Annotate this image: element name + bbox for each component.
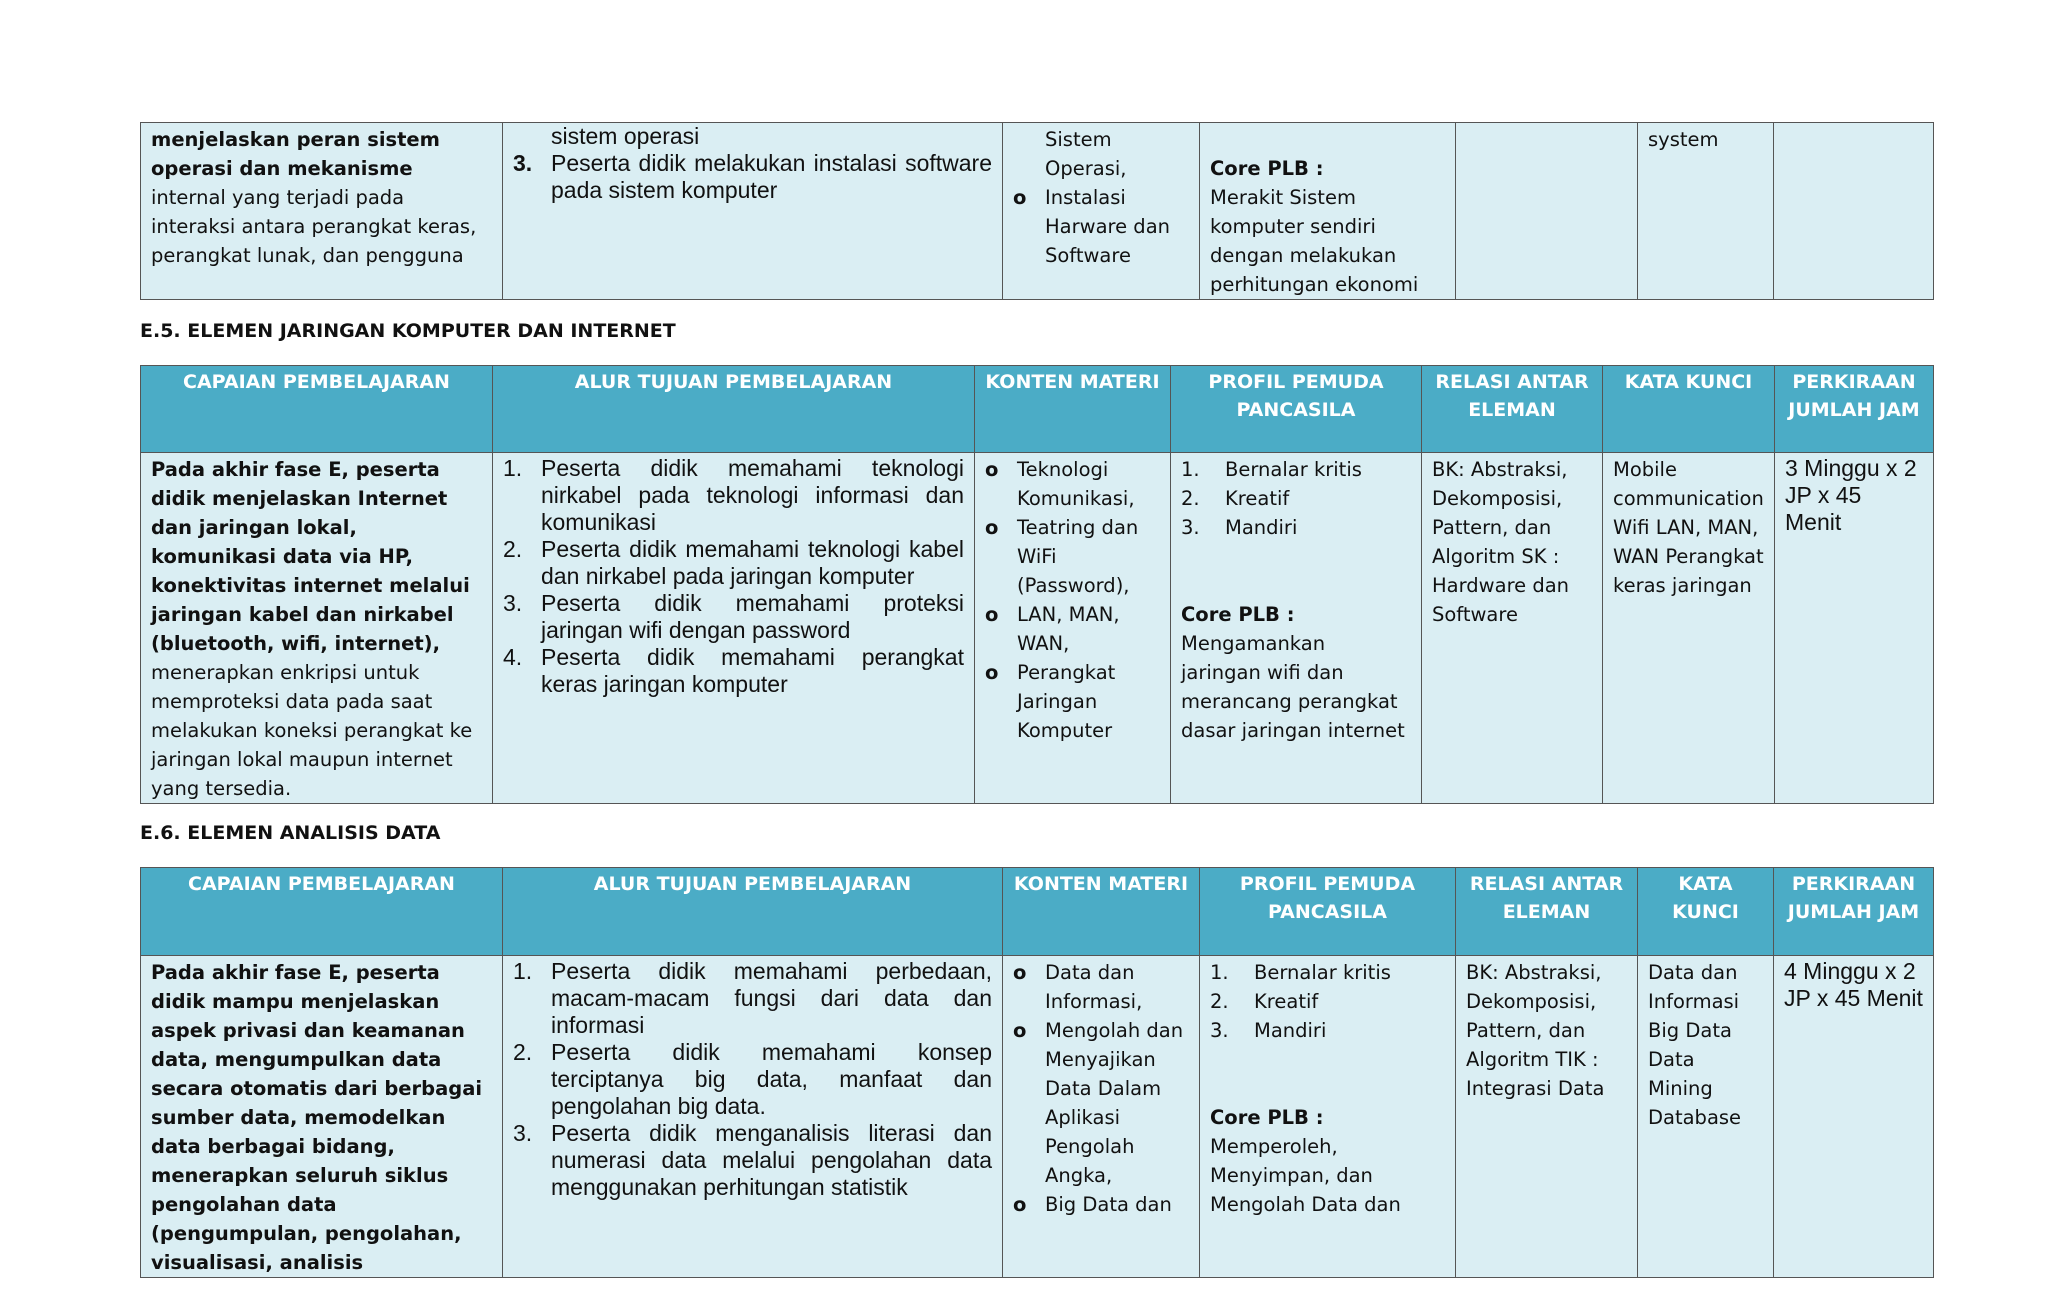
profil-item [1181, 484, 1411, 513]
header-jumlah-jam: PERKIRAAN JUMLAH JAM [1775, 366, 1934, 453]
konten-item [1013, 1190, 1189, 1219]
atp-item [513, 958, 992, 1039]
relasi-cell: BK: Abstraksi, Dekomposisi, Pattern, dan Algoritm SK : Hardware dan Software [1422, 453, 1603, 804]
konten-cell [975, 453, 1171, 804]
profil-item-number: 1. [1181, 458, 1200, 481]
cp-bold-text: Pada akhir fase E, peserta didik menjelaskan Internet dan jaringan lokal, komunikasi data via HP, konektivitas internet melalui jaringan kabel dan nirkabel (bluetooth, wifi, internet), [151, 458, 470, 655]
konten-item-text: Mengolah dan Menyajikan Data Dalam Aplikasi Pengolah Angka, [1045, 1019, 1184, 1187]
cp-cell [141, 453, 493, 804]
bullet-icon: o [1013, 961, 1027, 984]
header-kata-kunci: KATA KUNCI [1638, 868, 1774, 956]
konten-item [985, 600, 1160, 658]
profil-item-text: Bernalar kritis [1225, 458, 1362, 481]
profil-item [1210, 958, 1445, 987]
atp-list [513, 958, 992, 1201]
atp-item [513, 150, 992, 204]
table-e6 [140, 867, 1934, 1278]
profil-item-text: Kreatif [1254, 990, 1319, 1013]
atp-cell [503, 123, 1003, 300]
konten-item-text: Perangkat Jaringan Komputer [1017, 661, 1116, 742]
core-plb-text: Memperoleh, Menyimpan, dan Mengolah Data dan [1210, 1135, 1401, 1216]
konten-item [1013, 1016, 1189, 1190]
atp-item [513, 1039, 992, 1120]
konten-item-text: Teknologi Komunikasi, [1017, 458, 1135, 510]
atp-item-number: 3. [503, 590, 523, 616]
cp-text: menerapkan enkripsi untuk memproteksi data pada saat melakukan koneksi perangkat ke jaringan lokal maupun internet yang tersedia. [151, 661, 473, 800]
konten-item [1013, 183, 1189, 270]
atp-item-number: 3. [513, 1120, 533, 1146]
atp-item-text: Peserta didik memahami perangkat keras jaringan komputer [541, 644, 964, 697]
profil-cell [1200, 956, 1456, 1278]
header-konten: KONTEN MATERI [975, 366, 1171, 453]
bullet-icon: o [985, 516, 999, 539]
atp-cell [503, 956, 1003, 1278]
atp-item-number: 2. [513, 1039, 533, 1065]
cp-cell [141, 956, 503, 1278]
profil-cell [1200, 123, 1456, 300]
cp-text: internal yang terjadi pada interaksi antara perangkat keras, perangkat lunak, dan pengguna [151, 186, 477, 267]
atp-item-text: Peserta didik memahami teknologi nirkabel pada teknologi informasi dan komunikasi [541, 455, 964, 535]
profil-item-number: 3. [1210, 1019, 1229, 1042]
konten-item-text: LAN, MAN, WAN, [1017, 603, 1120, 655]
relasi-cell: BK: Abstraksi, Dekomposisi, Pattern, dan Algoritm TIK : Integrasi Data [1456, 956, 1638, 1278]
bullet-icon: o [985, 661, 999, 684]
header-relasi: RELASI ANTAR ELEMAN [1456, 868, 1638, 956]
atp-list [513, 150, 992, 204]
atp-item-number: 4. [503, 644, 523, 670]
atp-item-text: Peserta didik memahami perbedaan, macam-macam fungsi dari data dan informasi [551, 958, 992, 1038]
cp-cell [141, 123, 503, 300]
profil-item [1210, 987, 1445, 1016]
header-capaian: CAPAIAN PEMBELAJARAN [141, 868, 503, 956]
konten-item [985, 513, 1160, 600]
profil-item-number: 1. [1210, 961, 1229, 984]
profil-item-text: Bernalar kritis [1254, 961, 1391, 984]
konten-continuation: Sistem Operasi, [1045, 128, 1127, 180]
atp-item-text: Peserta didik melakukan instalasi software pada sistem komputer [551, 150, 992, 203]
profil-item-text: Kreatif [1225, 487, 1290, 510]
header-profil: PROFIL PEMUDA PANCASILA [1200, 868, 1456, 956]
profil-cell [1171, 453, 1422, 804]
atp-list [503, 455, 964, 698]
profil-list [1181, 455, 1411, 542]
konten-list [985, 455, 1160, 745]
konten-item-text: Data dan Informasi, [1045, 961, 1143, 1013]
core-plb-label: Core PLB : [1210, 157, 1324, 180]
core-plb-label: Core PLB : [1181, 603, 1295, 626]
atp-item-number: 3. [513, 150, 533, 176]
header-kata-kunci: KATA KUNCI [1603, 366, 1775, 453]
profil-item [1181, 513, 1411, 542]
section-title-e5: E.5. ELEMEN JARINGAN KOMPUTER DAN INTERNET [140, 320, 676, 342]
cp-bold-line: menjelaskan peran sistem [151, 128, 440, 151]
atp-item-text: Peserta didik menganalisis literasi dan numerasi data melalui pengolahan data menggunakan perhitungan statistik [551, 1120, 992, 1200]
profil-item-number: 2. [1181, 487, 1200, 510]
core-plb-label: Core PLB : [1210, 1106, 1324, 1129]
kata-kunci-cell: Data dan Informasi Big Data Data Mining Database [1638, 956, 1774, 1278]
header-jumlah-jam: PERKIRAAN JUMLAH JAM [1774, 868, 1934, 956]
kata-kunci-cell: Mobile communication Wifi LAN, MAN, WAN Perangkat keras jaringan [1603, 453, 1775, 804]
atp-cell [493, 453, 975, 804]
header-alur: ALUR TUJUAN PEMBELAJARAN [493, 366, 975, 453]
profil-item-text: Mandiri [1254, 1019, 1327, 1042]
atp-item-text: Peserta didik memahami konsep terciptanya big data, manfaat dan pengolahan big data. [551, 1039, 992, 1119]
header-capaian: CAPAIAN PEMBELAJARAN [141, 366, 493, 453]
kata-kunci-cell: system [1638, 123, 1774, 300]
profil-list [1210, 958, 1445, 1045]
header-relasi: RELASI ANTAR ELEMAN [1422, 366, 1603, 453]
header-alur: ALUR TUJUAN PEMBELAJARAN [503, 868, 1003, 956]
continued-table [140, 122, 1934, 300]
konten-list [1013, 183, 1189, 270]
cp-bold-text: Pada akhir fase E, peserta didik mampu menjelaskan aspek privasi dan keamanan data, mengumpulkan data secara otomatis dari berbagai sumber data, memodelkan data berbagai bidang, menerapkan seluruh siklus pengolahan data (pengumpulan, pengolahan, visualisasi, analisis [151, 961, 483, 1274]
core-plb-text: Merakit Sistem komputer sendiri dengan melakukan perhitungan ekonomi [1210, 186, 1419, 296]
section-title-e6: E.6. ELEMEN ANALISIS DATA [140, 822, 441, 844]
konten-item [1013, 958, 1189, 1016]
konten-item-text: Big Data dan [1045, 1193, 1172, 1216]
konten-cell [1003, 956, 1200, 1278]
cp-bold-line: operasi dan mekanisme [151, 157, 413, 180]
atp-item [503, 590, 964, 644]
konten-list [1013, 958, 1189, 1219]
profil-item [1210, 1016, 1445, 1045]
konten-item-text: Teatring dan WiFi (Password), [1017, 516, 1139, 597]
atp-item-text: Peserta didik memahami teknologi kabel dan nirkabel pada jaringan komputer [541, 536, 964, 589]
bullet-icon: o [985, 603, 999, 626]
table-e5 [140, 365, 1934, 804]
konten-item [985, 455, 1160, 513]
konten-cell [1003, 123, 1200, 300]
jam-cell: 3 Minggu x 2 JP x 45 Menit [1775, 453, 1934, 804]
atp-item [503, 455, 964, 536]
atp-item-number: 2. [503, 536, 523, 562]
header-profil: PROFIL PEMUDA PANCASILA [1171, 366, 1422, 453]
relasi-cell [1456, 123, 1638, 300]
atp-continuation: sistem operasi [551, 123, 700, 149]
bullet-icon: o [1013, 1193, 1027, 1216]
atp-item [513, 1120, 992, 1201]
konten-item [985, 658, 1160, 745]
core-plb-text: Mengamankan jaringan wifi dan merancang perangkat dasar jaringan internet [1181, 632, 1405, 742]
atp-item-text: Peserta didik memahami proteksi jaringan wifi dengan password [541, 590, 964, 643]
header-konten: KONTEN MATERI [1003, 868, 1200, 956]
profil-item-number: 3. [1181, 516, 1200, 539]
jam-cell [1774, 123, 1934, 300]
konten-item-text: Instalasi Harware dan Software [1045, 186, 1170, 267]
profil-item-text: Mandiri [1225, 516, 1298, 539]
bullet-icon: o [1013, 1019, 1027, 1042]
atp-item [503, 536, 964, 590]
bullet-icon: o [1013, 186, 1027, 209]
atp-item-number: 1. [503, 455, 523, 481]
profil-item [1181, 455, 1411, 484]
atp-item [503, 644, 964, 698]
jam-cell: 4 Minggu x 2 JP x 45 Menit [1774, 956, 1934, 1278]
bullet-icon: o [985, 458, 999, 481]
atp-item-number: 1. [513, 958, 533, 984]
profil-item-number: 2. [1210, 990, 1229, 1013]
